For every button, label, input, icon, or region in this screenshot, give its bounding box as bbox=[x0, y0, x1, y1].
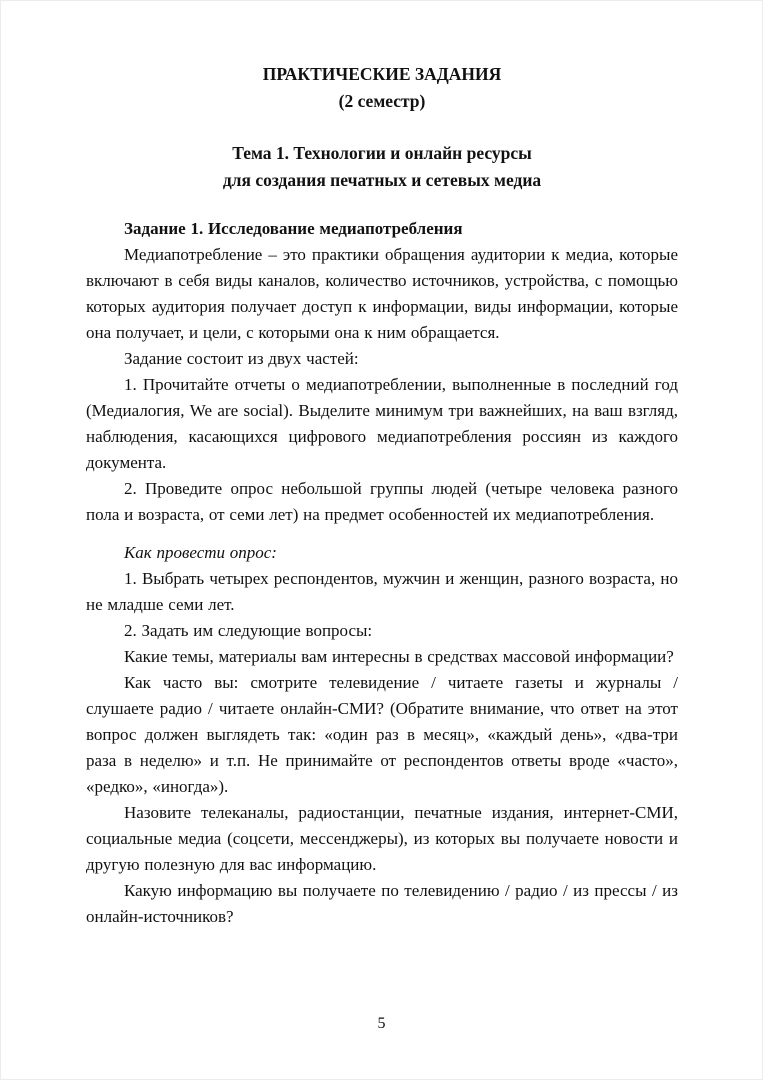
topic-title-line2: для создания печатных и сетевых медиа bbox=[222, 170, 542, 190]
paragraph: Назовите телеканалы, радиостанции, печатные издания, интернет-СМИ, социальные медиа (соцсети, мессенджеры), из которых вы получаете новости и другую полезную для вас информацию. bbox=[86, 803, 678, 874]
paragraph: Задание состоит из двух частей: bbox=[124, 349, 359, 368]
paragraph: Какую информацию вы получаете по телевидению / радио / из прессы / из онлайн-источников? bbox=[86, 881, 678, 926]
document-title-block bbox=[86, 61, 678, 115]
topic-title-block bbox=[86, 140, 678, 194]
page-number: 5 bbox=[377, 1015, 386, 1032]
topic-title-line1: Тема 1. Технологии и онлайн ресурсы bbox=[232, 143, 532, 163]
paragraph: 1. Прочитайте отчеты о медиапотреблении, выполненные в последний год (Медиалогия, We are social). Выделите минимум три важнейших, на ваш взгляд, наблюдения, касающихся цифрового медиапотребления россиян из каждого документа. bbox=[86, 375, 678, 472]
paragraph: Как часто вы: смотрите телевидение / читаете газеты и журналы / слушаете радио / читаете онлайн-СМИ? (Обратите внимание, что ответ на этот вопрос должен выглядеть так: «один раз в месяц», «каждый день», «два-три раза в неделю» и т.п. Не принимайте от респондентов ответы вроде «часто», «редко», «иногда»). bbox=[86, 673, 678, 796]
survey-heading: Как провести опрос: bbox=[124, 543, 277, 562]
paragraph: 2. Задать им следующие вопросы: bbox=[124, 621, 373, 640]
body-text-block bbox=[86, 216, 678, 930]
document-semester: (2 семестр) bbox=[338, 91, 426, 111]
page-content bbox=[86, 61, 678, 930]
paragraph: Медиапотребление – это практики обращения аудитории к медиа, которые включают в себя виды каналов, количество источников, устройства, с помощью которых аудитория получает доступ к информации, виды информации, которые она получает, и цели, с которыми она к ним обращается. bbox=[86, 245, 678, 342]
paragraph: 1. Выбрать четырех респондентов, мужчин и женщин, разного возраста, но не младше семи лет. bbox=[86, 569, 678, 614]
document-title: ПРАКТИЧЕСКИЕ ЗАДАНИЯ bbox=[262, 64, 502, 84]
paragraph: 2. Проведите опрос небольшой группы людей (четыре человека разного пола и возраста, от семи лет) на предмет особенностей их медиапотребления. bbox=[86, 479, 678, 524]
task-heading: Задание 1. Исследование медиапотребления bbox=[124, 219, 463, 238]
paragraph: Какие темы, материалы вам интересны в средствах массовой информации? bbox=[124, 647, 674, 666]
